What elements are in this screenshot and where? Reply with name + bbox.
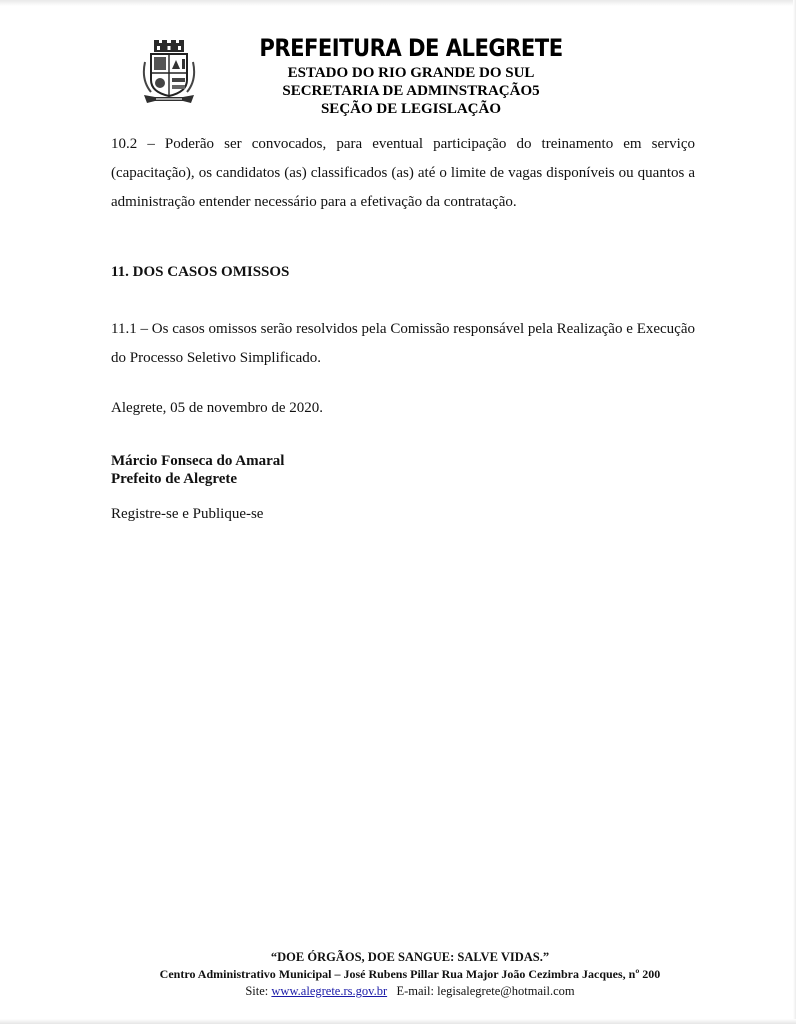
email-label: E-mail: (396, 984, 434, 998)
register-note: Registre-se e Publique-se (111, 506, 264, 522)
date-line: Alegrete, 05 de novembro de 2020. (111, 400, 324, 416)
paragraph-11-1: 11.1 – Os casos omissos serão resolvidos pela Comissão responsável pela Realização e Execução do Processo Seletivo Simplificado. (111, 321, 695, 366)
header-state: ESTADO DO RIO GRANDE DO SUL (287, 65, 535, 81)
page-edge-shadow (0, 0, 796, 6)
header-section: SEÇÃO DE LEGISLAÇÃO (320, 101, 502, 117)
paragraph-10-2: 10.2 – Poderão ser convocados, para eventual participação do treinamento em serviço (capacitação), os candidatos (as) classificados (as) até o limite de vagas disponíveis ou quantos a administração entender necessário para a efetivação da contratação. (111, 136, 695, 210)
footer-address: Centro Administrativo Municipal – José Rubens Pillar Rua Major João Cezimbra Jacques, nº 200 (159, 967, 661, 981)
header-secretariat: SECRETARIA DE ADMINSTRAÇÃO5 (282, 83, 540, 99)
footer-slogan: “DOE ÓRGÃOS, DOE SANGUE: SALVE VIDAS.” (270, 950, 550, 964)
page-edge-shadow (0, 1019, 796, 1024)
document-title: PREFEITURA DE ALEGRETE (259, 34, 563, 62)
signatory-name: Márcio Fonseca do Amaral (111, 453, 285, 469)
section-heading-11: 11. DOS CASOS OMISSOS (111, 264, 290, 280)
site-label: Site: (245, 984, 269, 998)
email-address: legisalegrete@hotmail.com (437, 984, 575, 998)
site-link[interactable]: www.alegrete.rs.gov.br (271, 984, 388, 998)
signatory-role: Prefeito de Alegrete (111, 471, 238, 487)
footer-contact (0, 984, 796, 999)
